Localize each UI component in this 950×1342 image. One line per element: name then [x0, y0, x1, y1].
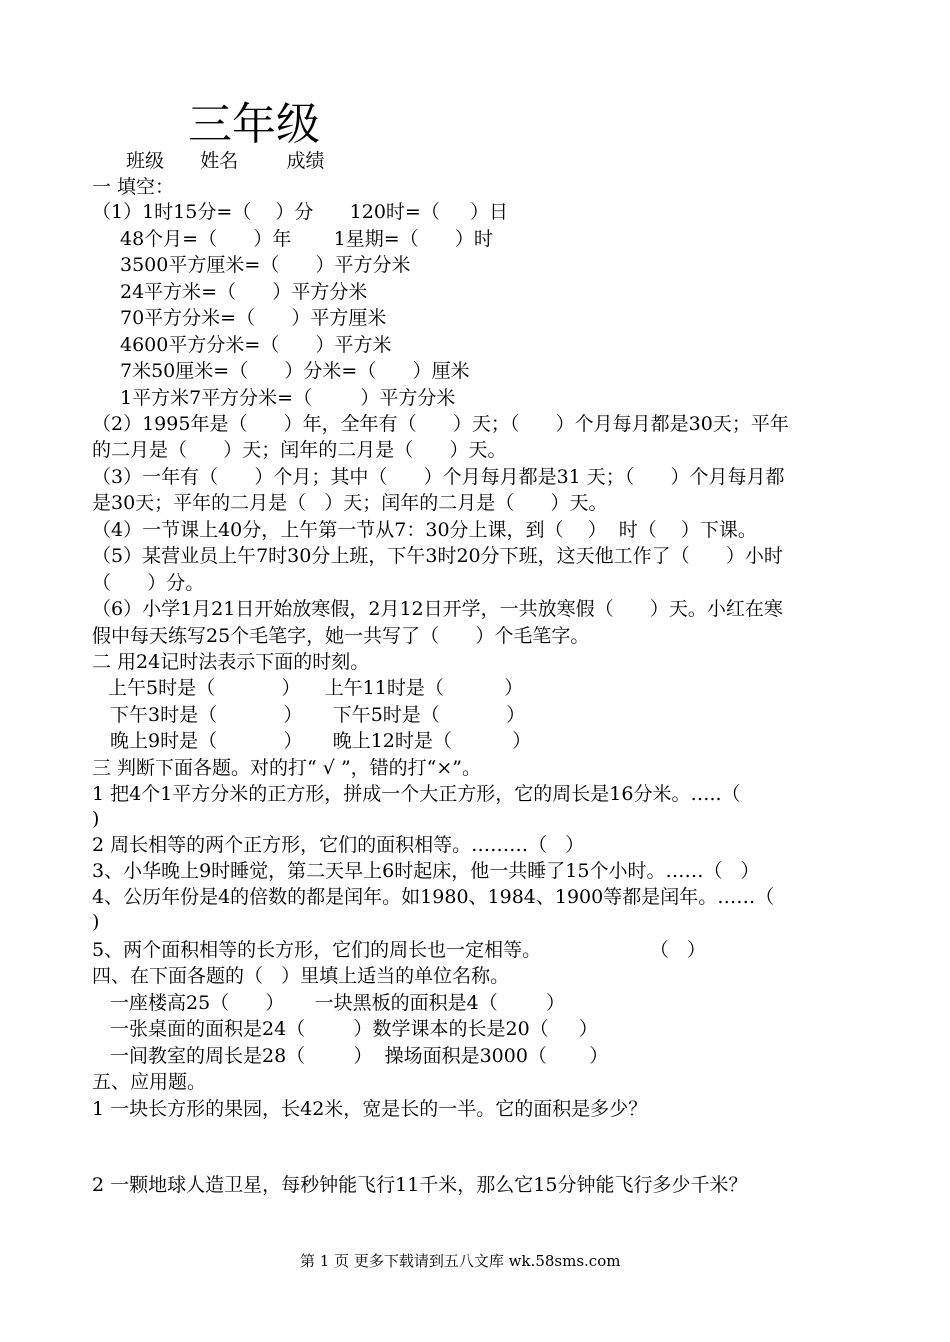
text-line: 7米50厘米=（ ）分米=（ ）厘米	[120, 360, 470, 382]
text-line: 3500平方厘米=（ ）平方分米	[120, 254, 411, 276]
text-line: 3、小华晚上9时睡觉，第二天早上6时起床，他一共睡了15个小时。……（ ）	[92, 860, 760, 882]
text-line: 1 一块长方形的果园，长42米，宽是长的一半。它的面积是多少？	[92, 1098, 648, 1120]
text-line: （5）某营业员上午7时30分上班，下午3时20分下班，这天他工作了（ ）小时	[92, 545, 783, 567]
text-line: （3）一年有（ ）个月；其中（ ）个月每月都是31 天；（ ）个月每月都	[92, 466, 785, 488]
text-line: 一间教室的周长是28（ ） 操场面积是3000（ ）	[110, 1045, 609, 1067]
text-line: （1）1时15分=（ ）分 120时=（ ）日	[92, 201, 509, 223]
header-fields: 班级 姓名 成绩	[126, 150, 325, 172]
section-heading: 二 用24记时法表示下面的时刻。	[92, 651, 370, 673]
section-heading: 五、应用题。	[92, 1071, 207, 1093]
text-line: 1平方米7平方分米=（ ）平方分米	[120, 387, 456, 409]
text-line: 一张桌面的面积是24（ ）数学课本的长是20（ ）	[110, 1018, 598, 1040]
text-line: 5、两个面积相等的长方形，它们的周长也一定相等。 （ ）	[92, 939, 706, 961]
text-line: 2 一颗地球人造卫星，每秒钟能飞行11千米，那么它15分钟能飞行多少千米？	[92, 1174, 748, 1196]
text-line: 48个月=（ ）年 1星期=（ ）时	[120, 228, 493, 250]
text-line: 70平方分米=（ ）平方厘米	[120, 307, 387, 329]
text-line: 晚上9时是（ ） 晚上12时是（ ）	[110, 730, 532, 752]
text-line: 24平方米=（ ）平方分米	[120, 281, 368, 303]
text-line: （2）1995年是（ ）年，全年有（ ）天；（ ）个月每月都是30天；平年	[92, 413, 789, 435]
text-line: （ ）分。	[92, 572, 205, 594]
text-line: 1 把4个1平方分米的正方形，拼成一个大正方形，它的周长是16分米。…..（	[92, 783, 741, 805]
text-line: （6）小学1月21日开始放寒假，2月12日开学，一共放寒假（ ）天。小红在寒	[92, 598, 783, 620]
text-line: )	[92, 808, 100, 830]
page-footer: 第 1 页 更多下载请到五八文库 wk.58sms.com	[300, 1252, 621, 1270]
text-line: 2 周长相等的两个正方形，它们的面积相等。………（ ）	[92, 834, 585, 856]
text-line: （4）一节课上40分，上午第一节从7：30分上课，到（ ） 时（ ）下课。	[92, 519, 757, 541]
text-line: 假中每天练写25个毛笔字，她一共写了（ ）个毛笔字。	[92, 625, 590, 647]
text-line: 上午5时是（ ） 上午11时是（ ）	[108, 677, 524, 699]
text-line: 是30天；平年的二月是（ ）天；闰年的二月是（ ）天。	[92, 492, 608, 514]
section-heading: 四、在下面各题的（ ）里填上适当的单位名称。	[92, 965, 510, 987]
text-line: 下午3时是（ ） 下午5时是（ ）	[110, 704, 526, 726]
text-line: 4、公历年份是4的倍数的都是闰年。如1980、1984、1900等都是闰年。……（	[92, 886, 775, 908]
text-line: 的二月是（ ）天；闰年的二月是（ ）天。	[92, 439, 507, 461]
page-title: 三年级	[188, 99, 320, 150]
section-heading: 三 判断下面各题。对的打“ √ ”，错的打“×”。	[92, 757, 481, 779]
text-line: )	[92, 911, 100, 933]
text-line: 4600平方分米=（ ）平方米	[120, 334, 392, 356]
section-heading: 一 填空：	[92, 176, 175, 198]
text-line: 一座楼高25（ ） 一块黑板的面积是4（ ）	[110, 992, 566, 1014]
